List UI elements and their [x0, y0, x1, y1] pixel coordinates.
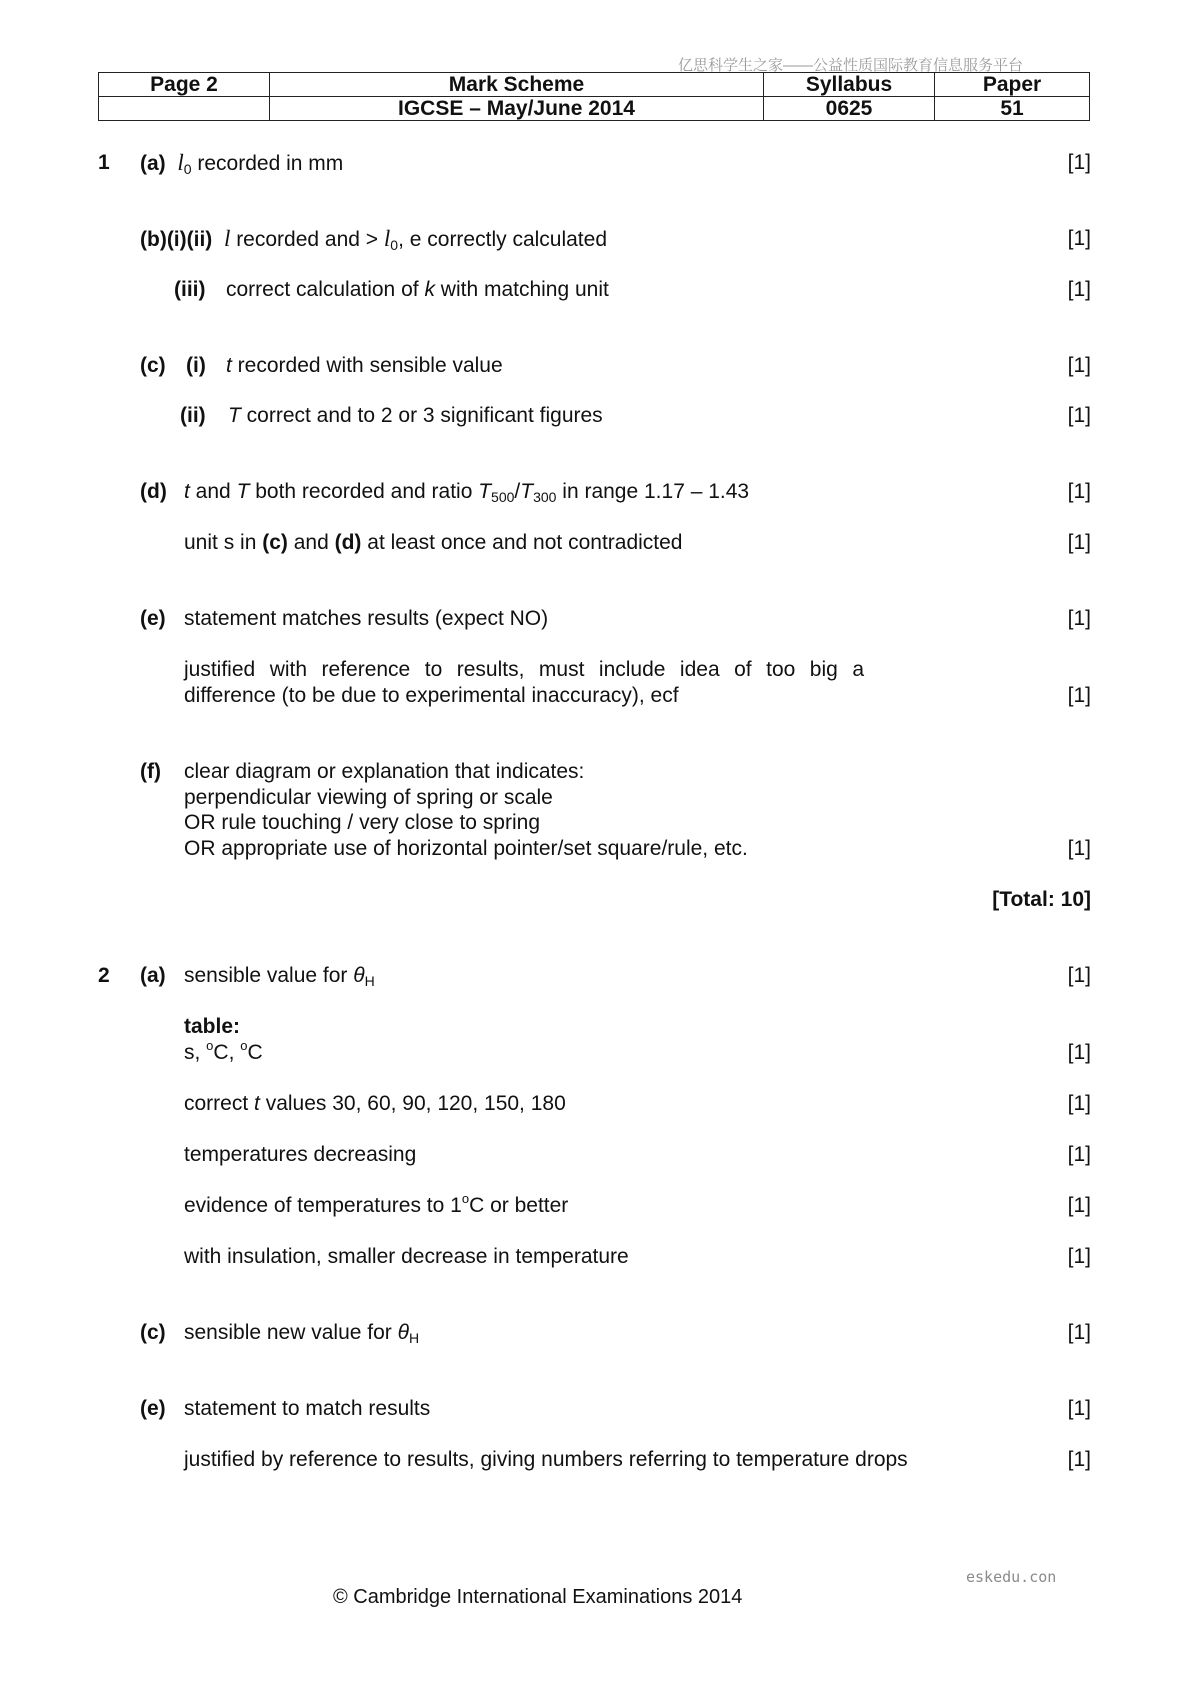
question-1-number: 1	[98, 151, 110, 174]
q1cii-text: T correct and to 2 or 3 significant figures	[228, 404, 603, 427]
q2-table-units-mark: [1]	[1067, 1041, 1091, 1064]
q2e-mark-1: [1]	[1067, 1397, 1091, 1420]
header-syllabus-label: Syllabus	[764, 73, 935, 97]
header-paper: 51	[935, 97, 1090, 121]
watermark-bottom: eskedu.con	[966, 1568, 1057, 1586]
q2e-text-2: justified by reference to results, giving numbers referring to temperature drops	[184, 1448, 908, 1471]
header-subtitle: IGCSE – May/June 2014	[270, 97, 764, 121]
q1d-unit-text: unit s in (c) and (d) at least once and not contradicted	[184, 531, 683, 554]
q1-total: [Total: 10]	[992, 888, 1091, 911]
header-title: Mark Scheme	[270, 73, 764, 97]
header-page: Page 2	[99, 73, 270, 97]
watermark-top: 亿思科学生之家——公益性质国际教育信息服务平台	[678, 57, 1024, 74]
q2-table-t-mark: [1]	[1067, 1092, 1091, 1115]
q1e-label: (e)	[140, 607, 166, 630]
q2-table-t-values: correct t values 30, 60, 90, 120, 150, 180	[184, 1092, 566, 1115]
q2-table-insulation: with insulation, smaller decrease in temperature	[184, 1245, 629, 1268]
q1d-text: t and T both recorded and ratio $T_{500}/T_{300}$ in range 1.17 – 1.43	[184, 480, 750, 505]
q1f-line-3: OR rule touching / very close to spring	[184, 811, 540, 834]
q1ci-mark: [1]	[1067, 354, 1091, 377]
q2e-label: (e)	[140, 1397, 166, 1420]
header-table	[98, 72, 1090, 121]
q1e-mark-1: [1]	[1067, 607, 1091, 630]
q1a-mark: [1]	[1067, 151, 1091, 174]
q1bii-mark: [1]	[1067, 227, 1091, 250]
q2c-text: sensible new value for $\theta_H$	[184, 1321, 420, 1346]
q2-table-insulation-mark: [1]	[1067, 1245, 1091, 1268]
q1biii-mark: [1]	[1067, 278, 1091, 301]
q2-table-heading: table:	[184, 1015, 241, 1038]
q1e-mark-2: [1]	[1067, 684, 1091, 707]
footer-copyright: © Cambridge International Examinations 2014	[333, 1586, 743, 1608]
q2c-mark: [1]	[1067, 1321, 1091, 1344]
q2e-mark-2: [1]	[1067, 1448, 1091, 1471]
q1d-mark-2: [1]	[1067, 531, 1091, 554]
q2-table-units: s, $^o$C, $^o$C	[184, 1038, 263, 1064]
q2-table-decreasing: temperatures decreasing	[184, 1143, 417, 1166]
q1e-text-2b: difference (to be due to experimental inaccuracy), ecf	[184, 684, 679, 707]
header-paper-label: Paper	[935, 73, 1090, 97]
question-2-number: 2	[98, 964, 110, 987]
q2a-text: sensible value for $\theta_H$	[184, 964, 375, 989]
q2c-label: (c)	[140, 1321, 166, 1344]
q1d-label: (d)	[140, 480, 167, 503]
q1cii-label: (ii)	[180, 404, 206, 427]
q1cii-mark: [1]	[1067, 404, 1091, 427]
q2a-mark: [1]	[1067, 964, 1091, 987]
q1biii-label: (iii)	[174, 278, 206, 301]
q1f-line-4: OR appropriate use of horizontal pointer/set square/rule, etc.	[184, 837, 748, 860]
q2-table-evidence: evidence of temperatures to 1$^o$C or better	[184, 1191, 569, 1217]
q1f-line-1: clear diagram or explanation that indicates:	[184, 760, 585, 783]
q1f-label: (f)	[140, 760, 161, 783]
q2-table-decreasing-mark: [1]	[1067, 1143, 1091, 1166]
q1ci-text: t recorded with sensible value	[226, 354, 503, 377]
q2e-text-1: statement to match results	[184, 1397, 431, 1420]
q1f-line-2: perpendicular viewing of spring or scale	[184, 786, 553, 809]
q1a-row: (a) $l_0$ recorded in mm	[140, 150, 344, 177]
q1d-mark-1: [1]	[1067, 480, 1091, 503]
q1e-text-1: statement matches results (expect NO)	[184, 607, 549, 630]
q1f-mark: [1]	[1067, 837, 1091, 860]
header-syllabus: 0625	[764, 97, 935, 121]
q2-table-evidence-mark: [1]	[1067, 1194, 1091, 1217]
header-empty	[99, 97, 270, 121]
q1e-text-2a: justified with reference to results, must include idea of too big a	[184, 658, 864, 681]
q1c-label: (c)	[140, 354, 166, 377]
q1ci-label: (i)	[186, 354, 206, 377]
q1bii-row: (b)(i)(ii) l recorded and > $l_0$, e correctly calculated	[140, 226, 608, 253]
q1biii-text: correct calculation of k with matching unit	[226, 278, 609, 301]
q2a-label: (a)	[140, 964, 166, 987]
